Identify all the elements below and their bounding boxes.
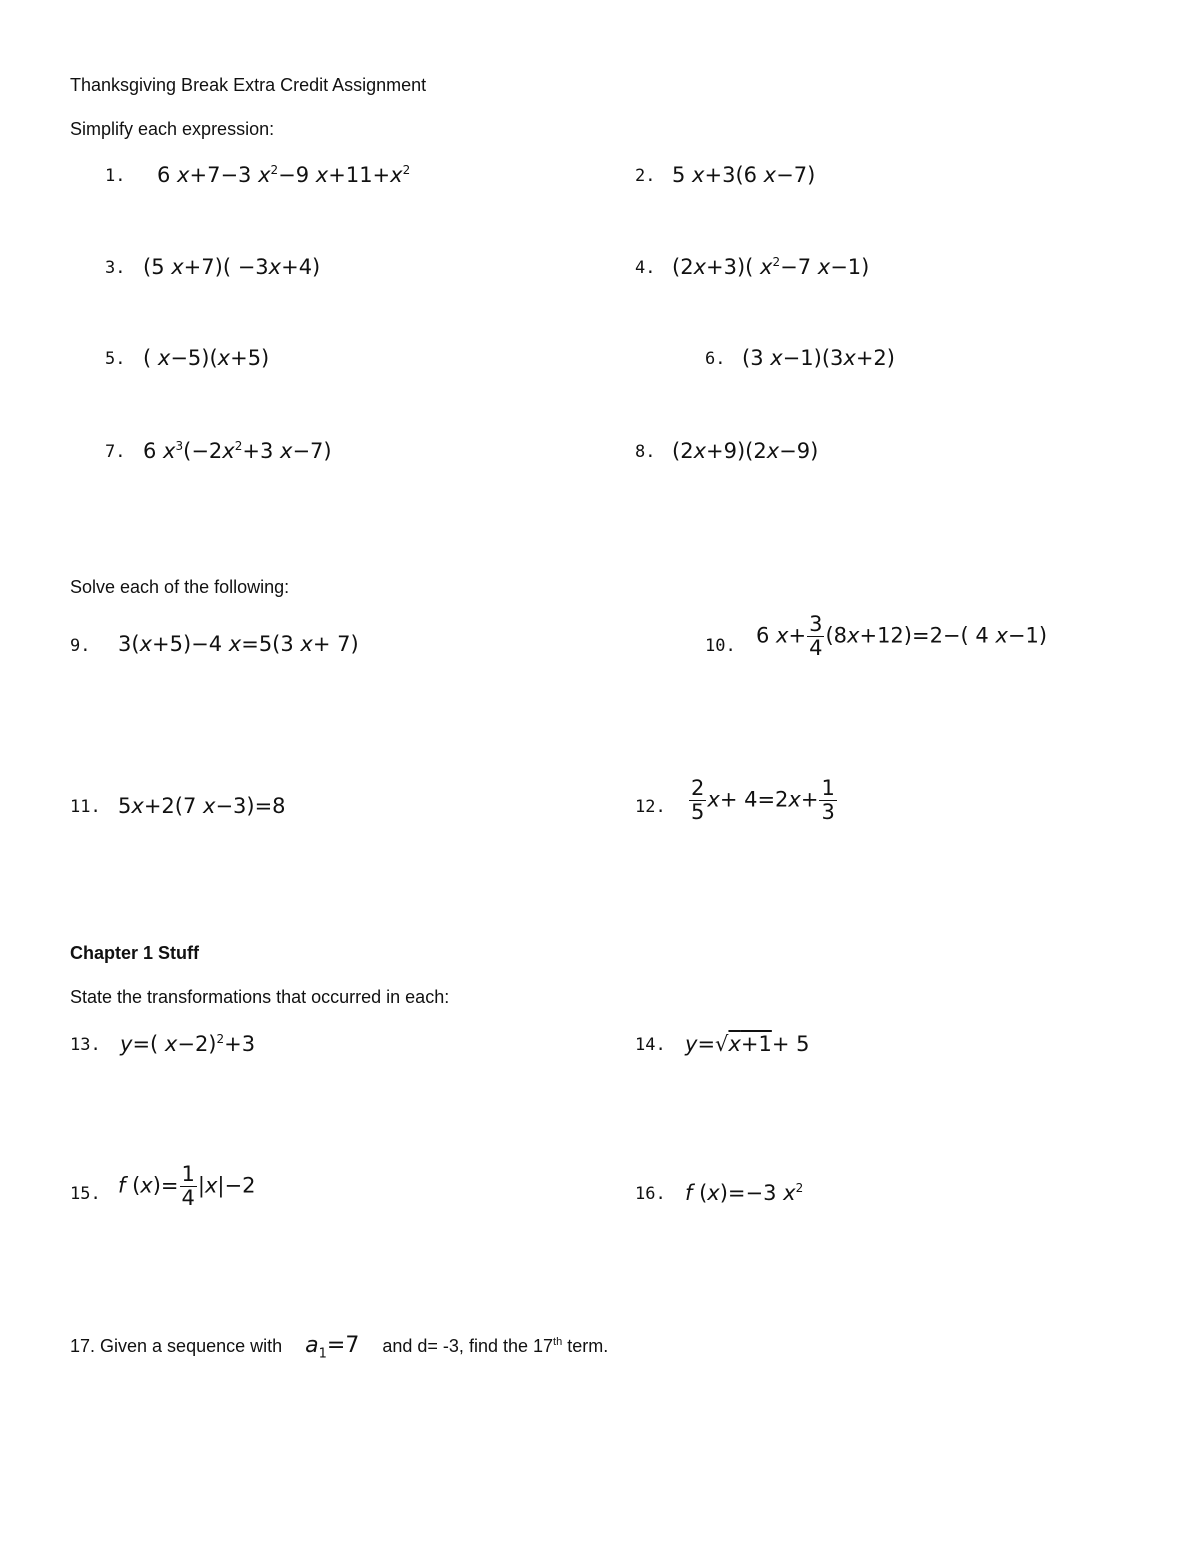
problem-9-equation: 3(x+5)−4 x=5(3 x+ 7) — [118, 632, 359, 656]
problem-17-prefix: 17. Given a sequence with — [70, 1336, 283, 1356]
solve-instruction: Solve each of the following: — [70, 577, 290, 597]
problem-5-expression: ( x−5)(x+5) — [143, 346, 270, 370]
problem-number: 11. — [70, 797, 101, 817]
problem-number: 7. — [105, 442, 126, 462]
problem-7-expression: 6 $x^3(-2x^2+3$ x−7) — [143, 439, 332, 463]
worksheet-title: Thanksgiving Break Extra Credit Assignment — [70, 75, 427, 95]
first-term-expression: $a_1=7$ — [305, 1333, 360, 1362]
simplify-instruction: Simplify each expression: — [70, 119, 275, 139]
problem-number: 8. — [635, 442, 656, 462]
problem-15-function: f (x)= $\frac{1}{4}$ |x|−2 — [118, 1162, 256, 1210]
chapter-heading: Chapter 1 Stuff — [70, 943, 200, 963]
problem-number: 9. — [70, 636, 91, 656]
fraction: $\frac{1}{3}$ — [821, 776, 835, 824]
problem-17-prompt — [70, 1333, 608, 1361]
problem-number: 12. — [635, 797, 666, 817]
problem-number: 13. — [70, 1035, 101, 1055]
problem-number: 14. — [635, 1035, 666, 1055]
problem-10-equation: 6 x+ $\frac{3}{4}$ (8x+12)=2−( 4 x−1) — [756, 612, 1048, 660]
problem-number: 10. — [705, 636, 736, 656]
problem-number: 1. — [105, 166, 126, 186]
transform-instruction: State the transformations that occurred in each: — [70, 987, 450, 1007]
problem-2-expression: 5 x+3(6 x−7) — [672, 163, 816, 187]
problem-14-function: y=√x+1+ 5 — [685, 1032, 810, 1056]
problem-16-function: f (x)=−3 $x^2$ — [685, 1181, 804, 1205]
problem-17-suffix: term. — [562, 1336, 609, 1356]
problem-number: 3. — [105, 258, 126, 278]
problem-1-expression: 6 x+7−3 $x^2-9$ $x+11+x^2$ — [157, 163, 411, 187]
square-root: √x+1 — [715, 1032, 772, 1056]
fraction: $\frac{2}{5}$ — [691, 776, 705, 824]
problem-3-expression: (5 x+7)( −3x+4) — [143, 255, 321, 279]
problem-17-middle: and d= -3, find the 17 — [382, 1336, 554, 1356]
problem-number: 5. — [105, 349, 126, 369]
fraction: $\frac{1}{4}$ — [181, 1162, 195, 1210]
problem-12-equation: $\frac{2}{5}$ x+ 4=2x+ $\frac{1}{3}$ — [691, 776, 835, 824]
problem-6-expression: (3 x−1)(3x+2) — [742, 346, 895, 370]
problem-8-expression: (2x+9)(2x−9) — [672, 439, 819, 463]
fraction: $\frac{3}{4}$ — [809, 612, 823, 660]
problem-4-expression: (2x+3)( $x^2-7$ x−1) — [672, 255, 870, 279]
problem-number: 4. — [635, 258, 656, 278]
problem-number: 2. — [635, 166, 656, 186]
problem-number: 6. — [705, 349, 726, 369]
problem-11-equation: 5x+2(7 x−3)=8 — [118, 794, 286, 818]
problem-number: 16. — [635, 1184, 666, 1204]
problem-number: 15. — [70, 1184, 101, 1204]
problem-13-function: y=( x−2)$^2$+3 — [120, 1032, 256, 1056]
ordinal-suffix: th — [553, 1336, 563, 1348]
